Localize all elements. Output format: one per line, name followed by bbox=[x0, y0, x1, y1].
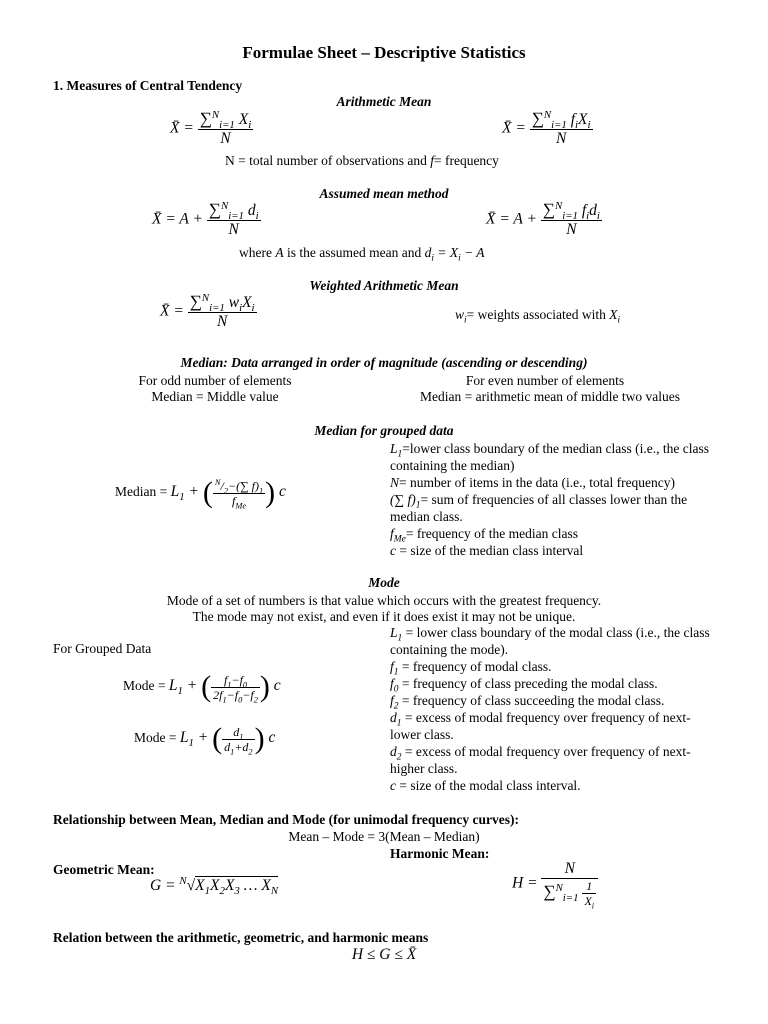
median-grouped-heading: Median for grouped data bbox=[314, 423, 454, 438]
geometric-mean-heading: Geometric Mean: bbox=[53, 862, 155, 877]
mode-heading: Mode bbox=[368, 575, 400, 590]
assumed-mean-frequency-formula: X̄ = A + $\frac{\sum^N_{i=1} f_id_i}{N}$ bbox=[486, 199, 600, 238]
relationship-heading: Relationship between Mean, Median and Mode (for unimodal frequency curves): bbox=[53, 812, 519, 827]
median-grouped-definitions: $L_1=lower$ class boundary of the median class (i.e., the class containing the median) N= number of items in the data (i.e., total frequency) (∑ $f)_1=$ sum of frequencies of all classes lower than the median class. $f_{Me}=$ frequency of the median class c = size of the median class interval bbox=[390, 441, 710, 558]
median-heading: Median: Data arranged in order of magnitude (ascending or descending) bbox=[180, 355, 588, 370]
mode-grouped-label: For Grouped Data bbox=[53, 641, 152, 656]
mode-formula-frequency: Mode = $L_1$ + ( $\frac{f_1-f_0}{2f_1-f_0-f_2}$ ) c bbox=[123, 670, 281, 704]
median-even-label: For even number of elements bbox=[465, 373, 625, 388]
harmonic-mean-heading: Harmonic Mean: bbox=[390, 846, 490, 861]
relation-means-formula: H ≤ G ≤ X̄ bbox=[351, 946, 417, 963]
relationship-formula: Mean – Mode = 3(Mean – Median) bbox=[288, 829, 480, 844]
weighted-mean-heading: Weighted Arithmetic Mean bbox=[309, 278, 459, 293]
mode-formula-difference: Mode = $L_1$ + ( $\frac{d_1}{d_1+d_2}$ ) c bbox=[134, 722, 276, 756]
assumed-mean-formula: X̄ = A + $\frac{\sum^N_{i=1} d_i}{N}$ bbox=[152, 199, 259, 238]
arithmetic-mean-note: N = total number of observations and f= frequency bbox=[225, 153, 499, 168]
arithmetic-mean-formula: X̄ = $\frac{\sum^N_{i=1} X_i}{N}$ bbox=[170, 108, 252, 147]
geometric-mean-formula: $G = ^N√X_1X_2X_3$ … $X_N$ bbox=[150, 874, 279, 898]
median-odd-label: For odd number of elements bbox=[138, 373, 292, 388]
mode-description-line1: Mode of a set of numbers is that value which occurs with the greatest frequency. bbox=[166, 593, 602, 608]
weighted-mean-formula: X̄ = $\frac{\sum^N_{i=1} w_iX_i}{N}$ bbox=[160, 291, 255, 330]
assumed-mean-note: where A is the assumed mean and $d_i = X_i - A$ bbox=[239, 245, 485, 264]
relation-means-heading: Relation between the arithmetic, geometric, and harmonic means bbox=[53, 930, 429, 945]
weighted-mean-note: $w_i=$ weights associated with $X_i$ bbox=[455, 307, 621, 326]
arithmetic-mean-heading: Arithmetic Mean bbox=[336, 94, 432, 109]
median-odd-value: Median = Middle value bbox=[151, 389, 279, 404]
section-heading-central-tendency: 1. Measures of Central Tendency bbox=[53, 78, 243, 93]
mode-description-line2: The mode may not exist, and even if it does exist it may not be unique. bbox=[192, 609, 576, 624]
median-grouped-formula: Median = $L_1$ + ( $\frac{^N/_2-(\sum f)_1}{f_{Me}}$ ) c bbox=[115, 476, 286, 510]
median-even-value: Median = arithmetic mean of middle two values bbox=[420, 389, 680, 404]
assumed-mean-heading: Assumed mean method bbox=[319, 186, 449, 201]
harmonic-mean-formula: H = N ∑$^N_{i=1}$ $\frac{1}{X_i}$ bbox=[512, 860, 598, 908]
arithmetic-mean-frequency-formula: X̄ = $\frac{\sum^N_{i=1} f_iX_i}{N}$ bbox=[502, 108, 591, 147]
mode-definitions: $L_1$ = lower class boundary of the modal class (i.e., the class containing the mode). $f_1$ = frequency of modal class. $f_0$ = frequency of class preceding the modal class. $f_2$ = frequency of class succeeding the modal class. $d_1$ = excess of modal frequency over frequency of next-lower class. $d_2$ = excess of modal frequency over frequency of next-higher class. c = size of the modal class interval. bbox=[390, 625, 710, 793]
page-title: Formulae Sheet – Descriptive Statistics bbox=[242, 43, 526, 62]
